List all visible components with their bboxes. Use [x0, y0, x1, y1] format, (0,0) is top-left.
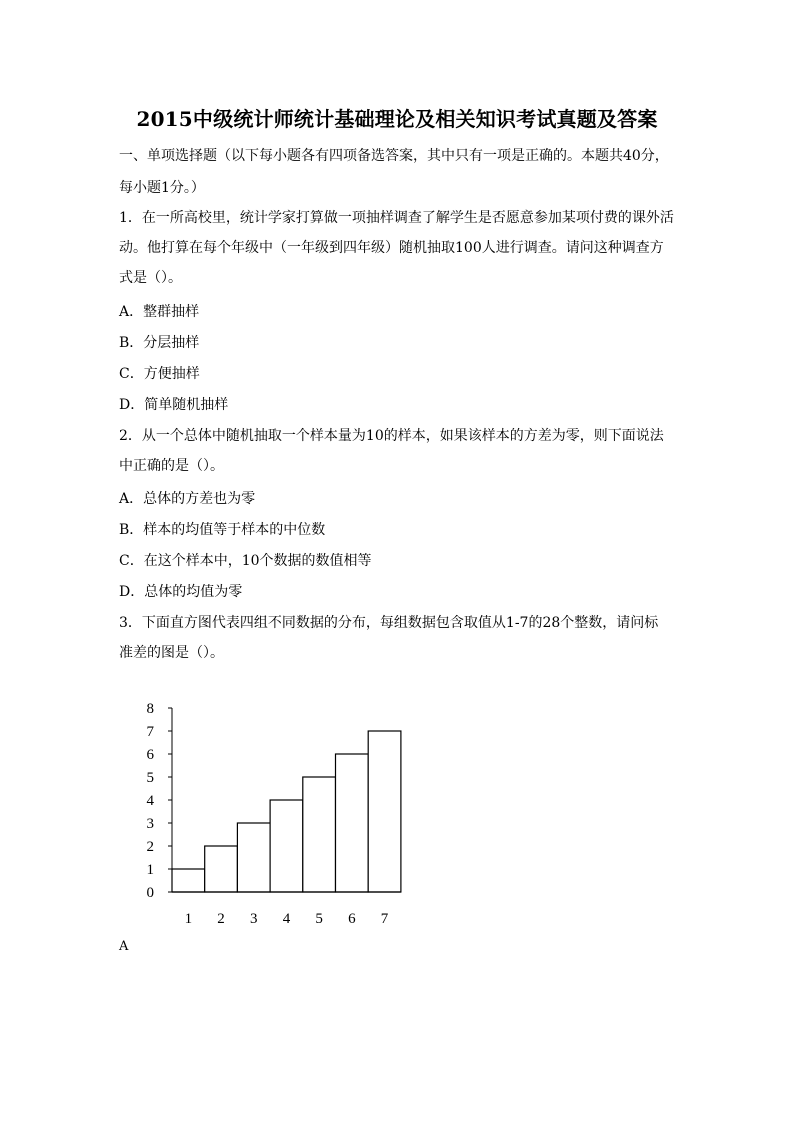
question-3-stem-line1: 3．下面直方图代表四组不同数据的分布，每组数据包含取值从1-7的28个整数，请问标	[119, 615, 659, 631]
y-tick-label: 7	[146, 724, 154, 740]
histogram-chart	[130, 695, 420, 935]
question-1-stem-line2: 动。他打算在每个年级中（一年级到四年级）随机抽取100人进行调查。请问这种调查方	[119, 240, 664, 256]
question-2-stem-line2: 中正确的是（）。	[119, 458, 224, 474]
histogram-bar	[336, 754, 369, 892]
x-tick-label: 3	[250, 911, 258, 927]
question-1-option-a: A．整群抽样	[119, 304, 200, 320]
histogram-bar	[303, 777, 336, 892]
x-tick-label: 7	[380, 911, 389, 927]
x-tick-label: 4	[282, 911, 291, 927]
question-2-option-b: B．样本的均值等于样本的中位数	[119, 522, 326, 538]
histogram-bar	[172, 869, 205, 892]
histogram-bar	[368, 731, 401, 892]
y-tick-label: 1	[146, 862, 154, 878]
histogram-bar	[237, 823, 270, 892]
y-tick-label: 4	[146, 793, 154, 809]
x-tick-label: 2	[217, 911, 225, 927]
histogram-bar	[205, 846, 238, 892]
y-tick-label: 6	[146, 747, 154, 763]
section-heading-line1: 一、单项选择题（以下每小题各有四项备选答案，其中只有一项是正确的。本题共40分，	[119, 148, 669, 164]
histogram-bar	[270, 800, 303, 892]
y-tick-label: 0	[146, 885, 154, 901]
x-tick-label: 5	[315, 911, 323, 927]
y-tick-label: 2	[146, 839, 154, 855]
question-1-option-c: C．方便抽样	[119, 366, 200, 382]
question-2-option-d: D．总体的均值为零	[119, 584, 243, 600]
chart-option-label: A	[119, 939, 129, 954]
y-tick-label: 5	[146, 770, 154, 786]
section-heading-line2: 每小题1分。）	[119, 180, 205, 196]
question-1-option-b: B．分层抽样	[119, 335, 200, 351]
question-2-option-c: C．在这个样本中，10个数据的数值相等	[119, 553, 372, 569]
question-1-option-d: D．简单随机抽样	[119, 397, 229, 413]
y-tick-label: 8	[146, 701, 154, 717]
page-title: 2015中级统计师统计基础理论及相关知识考试真题及答案	[136, 107, 658, 131]
question-1-stem-line3: 式是（）。	[119, 270, 182, 286]
question-3-stem-line2: 准差的图是（）。	[119, 645, 224, 661]
y-tick-label: 3	[146, 816, 154, 832]
question-2-stem-line1: 2．从一个总体中随机抽取一个样本量为10的样本，如果该样本的方差为零，则下面说法	[119, 428, 664, 444]
question-1-stem-line1: 1．在一所高校里，统计学家打算做一项抽样调查了解学生是否愿意参加某项付费的课外活	[119, 210, 674, 226]
question-2-option-a: A．总体的方差也为零	[119, 491, 256, 507]
x-tick-label: 1	[184, 911, 193, 927]
x-tick-label: 6	[348, 911, 356, 927]
